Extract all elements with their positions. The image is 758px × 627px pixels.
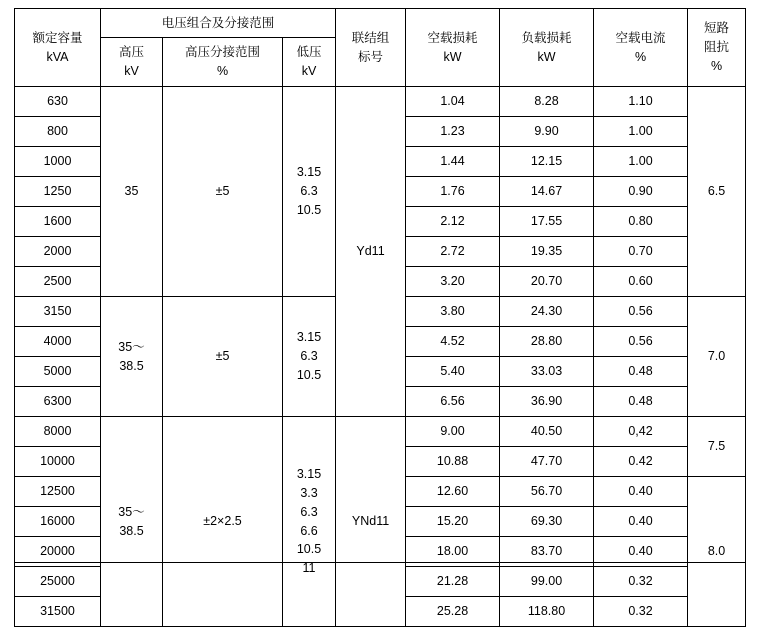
cell-capacity: 1000 xyxy=(15,147,101,177)
cell-capacity: 20000 xyxy=(15,537,101,567)
cell-load-loss: 99.00 xyxy=(500,567,594,597)
cell-load-loss: 20.70 xyxy=(500,267,594,297)
cell-lv-line5: 10.5 xyxy=(296,542,322,557)
cell-capacity: 800 xyxy=(15,117,101,147)
cell-impedance: 7.0 xyxy=(688,297,746,417)
cell-no-load-current: 0.90 xyxy=(594,177,688,207)
cell-hv xyxy=(101,417,163,627)
cell-capacity: 10000 xyxy=(15,447,101,477)
cell-load-loss: 56.70 xyxy=(500,477,594,507)
cell-no-load-loss: 1.23 xyxy=(406,117,500,147)
header-impedance-line2: 阻抗 xyxy=(704,40,730,55)
cell-capacity: 16000 xyxy=(15,507,101,537)
table-header-top-row xyxy=(15,9,746,38)
cell-lv-line4: 6.6 xyxy=(300,523,318,538)
cell-capacity: 12500 xyxy=(15,477,101,507)
cell-no-load-current: 0.40 xyxy=(594,537,688,567)
cell-lv-line3: 10.5 xyxy=(296,367,322,382)
cell-no-load-current: 1.10 xyxy=(594,87,688,117)
table-row xyxy=(15,87,746,117)
header-hv-range-line1: 高压分接范围 xyxy=(184,45,260,60)
cell-no-load-loss: 10.88 xyxy=(406,447,500,477)
cell-load-loss: 36.90 xyxy=(500,387,594,417)
cell-no-load-current: 0.60 xyxy=(594,267,688,297)
header-hv-line1: 高压 xyxy=(118,45,144,60)
cell-lv-line1: 3.15 xyxy=(296,467,322,482)
header-capacity-line1: 额定容量 xyxy=(32,30,83,45)
cell-hv-range: ±5 xyxy=(163,297,283,417)
table-row xyxy=(15,417,746,447)
header-lv xyxy=(283,38,336,87)
header-no-load-current-line1: 空载电流 xyxy=(615,30,666,45)
header-connection-line1: 联结组 xyxy=(351,30,390,45)
cell-capacity: 5000 xyxy=(15,357,101,387)
cell-hv: 35 xyxy=(101,87,163,297)
cell-load-loss: 8.28 xyxy=(500,87,594,117)
header-hv-range xyxy=(163,38,283,87)
cell-hv-line1: 35～ xyxy=(118,504,145,519)
cell-load-loss: 17.55 xyxy=(500,207,594,237)
cell-load-loss: 83.70 xyxy=(500,537,594,567)
cell-load-loss: 69.30 xyxy=(500,507,594,537)
cell-lv-line1: 3.15 xyxy=(296,165,322,180)
cell-hv xyxy=(101,297,163,417)
cell-lv xyxy=(283,297,336,417)
cell-connection: Yd11 xyxy=(336,87,406,417)
cell-no-load-loss: 6.56 xyxy=(406,387,500,417)
cell-hv-line1: 35～ xyxy=(118,339,145,354)
cell-load-loss: 28.80 xyxy=(500,327,594,357)
header-load-loss-line1: 负载损耗 xyxy=(521,30,572,45)
cell-no-load-loss: 2.72 xyxy=(406,237,500,267)
cell-no-load-loss: 2.12 xyxy=(406,207,500,237)
cell-no-load-current: 1.00 xyxy=(594,117,688,147)
cell-no-load-current: 0.48 xyxy=(594,357,688,387)
cell-impedance: 8.0 xyxy=(688,477,746,627)
header-no-load-loss-line1: 空载损耗 xyxy=(427,30,478,45)
cell-no-load-loss: 21.28 xyxy=(406,567,500,597)
cell-lv-line6: 11 xyxy=(302,561,316,575)
cell-load-loss: 24.30 xyxy=(500,297,594,327)
header-no-load-current xyxy=(594,9,688,87)
cell-capacity: 31500 xyxy=(15,597,101,627)
header-connection xyxy=(336,9,406,87)
cell-load-loss: 14.67 xyxy=(500,177,594,207)
cell-no-load-loss: 5.40 xyxy=(406,357,500,387)
header-lv-line1: 低压 xyxy=(296,45,322,60)
cell-no-load-current: 0.70 xyxy=(594,237,688,267)
cell-capacity: 6300 xyxy=(15,387,101,417)
header-capacity-line2: kVA xyxy=(46,49,69,64)
cell-no-load-loss: 18.00 xyxy=(406,537,500,567)
cell-load-loss: 9.90 xyxy=(500,117,594,147)
header-hv-line2: kV xyxy=(124,64,139,78)
cell-load-loss: 118.80 xyxy=(500,597,594,627)
cell-no-load-loss: 3.80 xyxy=(406,297,500,327)
cell-no-load-current: 0.80 xyxy=(594,207,688,237)
cell-connection: YNd11 xyxy=(336,417,406,627)
header-no-load-current-line2: % xyxy=(634,49,647,64)
cell-capacity: 2000 xyxy=(15,237,101,267)
cell-load-loss: 47.70 xyxy=(500,447,594,477)
page-bottom-rule xyxy=(14,562,745,563)
cell-capacity: 1250 xyxy=(15,177,101,207)
cell-hv-line2: 38.5 xyxy=(119,358,144,373)
cell-no-load-current: 0.32 xyxy=(594,567,688,597)
header-load-loss-line2: kW xyxy=(537,49,556,64)
cell-lv-line2: 6.3 xyxy=(300,349,318,364)
cell-lv-line1: 3.15 xyxy=(296,330,322,345)
cell-no-load-current: 0,42 xyxy=(594,417,688,447)
cell-lv-line2: 3.3 xyxy=(300,486,318,500)
header-impedance-line3: % xyxy=(710,58,723,73)
transformer-spec-table xyxy=(14,8,746,627)
cell-capacity: 4000 xyxy=(15,327,101,357)
cell-hv-range: ±2×2.5 xyxy=(163,417,283,627)
cell-capacity: 2500 xyxy=(15,267,101,297)
header-hv-range-line2: % xyxy=(216,64,229,78)
cell-lv-line3: 10.5 xyxy=(296,202,322,217)
cell-capacity: 1600 xyxy=(15,207,101,237)
cell-no-load-loss: 9.00 xyxy=(406,417,500,447)
cell-no-load-current: 0.32 xyxy=(594,597,688,627)
cell-capacity: 630 xyxy=(15,87,101,117)
cell-lv xyxy=(283,417,336,627)
cell-lv-line3: 6.3 xyxy=(300,504,318,519)
header-lv-line2: kV xyxy=(301,64,317,78)
cell-no-load-current: 0.40 xyxy=(594,507,688,537)
cell-no-load-loss: 1.76 xyxy=(406,177,500,207)
header-capacity xyxy=(15,9,101,87)
cell-no-load-current: 0.42 xyxy=(594,447,688,477)
cell-no-load-current: 0.40 xyxy=(594,477,688,507)
cell-capacity: 3150 xyxy=(15,297,101,327)
cell-no-load-loss: 12.60 xyxy=(406,477,500,507)
cell-no-load-loss: 1.04 xyxy=(406,87,500,117)
cell-no-load-loss: 15.20 xyxy=(406,507,500,537)
cell-no-load-current: 0.56 xyxy=(594,297,688,327)
cell-capacity: 25000 xyxy=(15,567,101,597)
cell-no-load-loss: 3.20 xyxy=(406,267,500,297)
cell-no-load-loss: 4.52 xyxy=(406,327,500,357)
cell-no-load-loss: 25.28 xyxy=(406,597,500,627)
cell-no-load-loss: 1.44 xyxy=(406,147,500,177)
cell-no-load-current: 0.48 xyxy=(594,387,688,417)
header-impedance-line1: 短路 xyxy=(704,21,730,36)
cell-hv-range: ±5 xyxy=(163,87,283,297)
header-connection-line2: 标号 xyxy=(358,49,384,64)
header-no-load-loss xyxy=(406,9,500,87)
header-load-loss xyxy=(500,9,594,87)
cell-load-loss: 33.03 xyxy=(500,357,594,387)
cell-hv-line2: 38.5 xyxy=(119,523,144,538)
header-hv xyxy=(101,38,163,87)
cell-load-loss: 19.35 xyxy=(500,237,594,267)
header-impedance xyxy=(688,9,746,87)
cell-impedance: 6.5 xyxy=(688,87,746,297)
cell-lv xyxy=(283,87,336,297)
cell-load-loss: 12.15 xyxy=(500,147,594,177)
header-no-load-loss-line2: kW xyxy=(443,49,462,64)
cell-capacity: 8000 xyxy=(15,417,101,447)
cell-lv-line2: 6.3 xyxy=(300,184,318,199)
cell-no-load-current: 0.56 xyxy=(594,327,688,357)
header-voltage-group: 电压组合及分接范围 xyxy=(101,9,336,38)
cell-load-loss: 40.50 xyxy=(500,417,594,447)
cell-impedance: 7.5 xyxy=(688,417,746,477)
cell-no-load-current: 1.00 xyxy=(594,147,688,177)
